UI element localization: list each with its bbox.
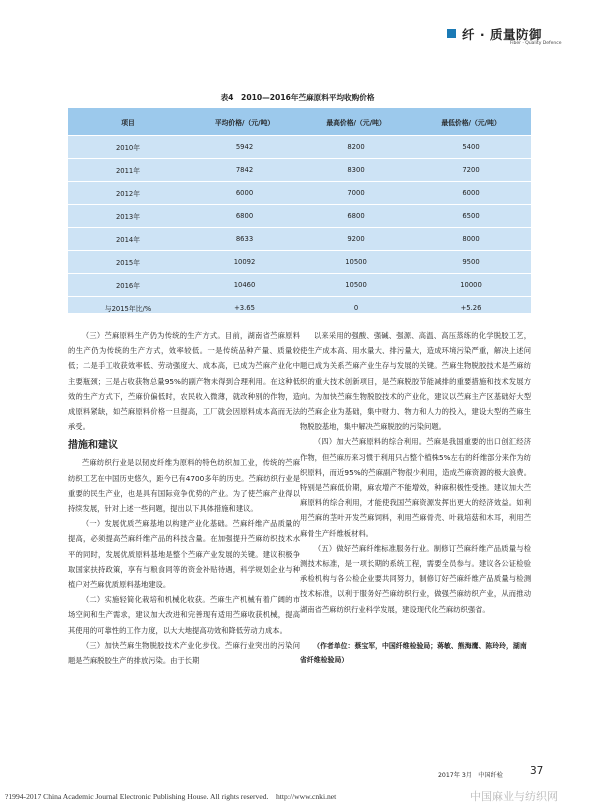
price-table-container <box>68 108 531 313</box>
header-max-price: 最高价格/（元/吨） <box>301 108 411 136</box>
min-price-cell: 9500 <box>411 251 531 274</box>
max-price-cell: 0 <box>301 297 411 320</box>
header-accent-square <box>447 29 456 38</box>
author-affiliation: （作者单位：蔡宝军，中国纤维检验局；蒋敏、熊海鹰、陈玲玲，湖南省纤维检验局） <box>300 641 527 664</box>
paragraph: （二）实施轻简化栽培和机械化收获。苎麻生产机械有着广阔的市场空间和生产需求，建议加大改进和完善现有适用苎麻收获机械，提高其使用的可靠性的工作力度，以大大地提高功效和降低劳动力成本。 <box>68 595 300 635</box>
section-heading: 措施和建议 <box>68 440 118 452</box>
max-price-cell: 10500 <box>301 274 411 297</box>
page-number: 37 <box>530 765 544 777</box>
row-label: 与2015年比/% <box>68 297 188 320</box>
max-price-cell: 9200 <box>301 228 411 251</box>
paragraph: （三）苎麻原料生产仍为传统的生产方式。目前，湖南省苎麻原料的生产仍为传统的生产方式，效率较低。一是传统品种产量、质量较低；二是手工收获效率低、劳动强度大、成本高，已成为苎麻产业化中主要瓶颈；三是占收获物总量95%的副产物未得到合理利用。在这种低效的生产方式下，苎麻价偏低时，农民收入微薄，就改种别的作物，造成原料紧缺，如苎麻原料价格一旦提高，工厂就会因原料成本高而无法承受。 <box>68 331 300 432</box>
table-row <box>68 228 531 251</box>
table-row <box>68 274 531 297</box>
paragraph: 苎麻纺织行业是以韧皮纤维为原料的特色纺织加工业，传统的苎麻纺织工艺在中国历史悠久，距今已有4700多年的历史。苎麻纺织行业是重要的民生产业，也是具有国际竞争优势的产业。为了使苎麻产业得以持续发展，针对上述一些问题，提出以下具体措施和建议。 <box>68 458 300 514</box>
right-text-column <box>300 328 531 667</box>
section-subtitle: Fiber · Quality Defence <box>510 41 562 46</box>
min-price-cell: 6500 <box>411 205 531 228</box>
max-price-cell: 8200 <box>301 136 411 159</box>
footer-issue-date: 2017年 3月 中国纤检 <box>438 772 503 779</box>
min-price-cell: 8000 <box>411 228 531 251</box>
header-min-price: 最低价格/（元/吨） <box>411 108 531 136</box>
header-avg-price: 平均价格/（元/吨） <box>188 108 301 136</box>
avg-price-cell: 7842 <box>188 159 301 182</box>
max-price-cell: 10500 <box>301 251 411 274</box>
min-price-cell: 6000 <box>411 182 531 205</box>
row-label: 2012年 <box>68 182 188 205</box>
paragraph: （五）做好苎麻纤维标准服务行业。制修订苎麻纤维产品质量与检测技术标准，是一项长期的系统工程，需要全员参与。建议各公证检验承检机构与各公检企业要共同努力，制修订好苎麻纤维产品质量与检测技术标准，以利于服务好苎麻纺织行业，做强苎麻纺织产业，从而推动湖南省苎麻纺织行业科学发展，建设现代化苎麻纺织强省。 <box>300 543 531 614</box>
avg-price-cell: 8633 <box>188 228 301 251</box>
avg-price-cell: 10092 <box>188 251 301 274</box>
header-item: 项目 <box>68 108 188 136</box>
table-header-row <box>68 108 531 136</box>
min-price-cell: +5.26 <box>411 297 531 320</box>
section-title: 纤 · 质量防御 <box>462 27 542 42</box>
left-text-column <box>68 328 300 668</box>
paragraph: 以来采用的强酸、强碱、强源、高温、高压蒸练的化学脱胶工艺，使生产成本高、用水量大、排污量大，造成环境污染严重，解决上述问题已成为关系苎麻产业生存与发展的关键。苎麻生物脱胶技术是苎麻纺织的重大技术创新项目，是苎麻脱胶节能减排的重要措施和技术发展方向。为加快苎麻生物脱胶技术的产业化，建议以苎麻主产区基础好大型的苎麻企业为基础，集中财力、物力和人力的投入，建设大型的苎麻生物脱胶基地，集中解决苎麻脱胶的污染问题。 <box>300 331 531 432</box>
min-price-cell: 10000 <box>411 274 531 297</box>
table-row <box>68 136 531 159</box>
watermark: 中国麻业与纺织网 <box>470 790 558 803</box>
copyright-notice: ?1994-2017 China Academic Journal Electronic Publishing House. All rights reserved. http://www.cnki.net <box>5 792 337 801</box>
table-row <box>68 159 531 182</box>
table-caption: 表4 2010—2016年苎麻原料平均收购价格 <box>220 93 375 102</box>
avg-price-cell: 5942 <box>188 136 301 159</box>
row-label: 2010年 <box>68 136 188 159</box>
table-row <box>68 205 531 228</box>
max-price-cell: 6800 <box>301 205 411 228</box>
max-price-cell: 7000 <box>301 182 411 205</box>
max-price-cell: 8300 <box>301 159 411 182</box>
avg-price-cell: 6000 <box>188 182 301 205</box>
price-table <box>68 108 531 319</box>
paragraph: （一）发展优质苎麻基地以构建产业化基础。苎麻纤维产品质量的提高，必须提高苎麻纤维产品的科技含量。在加强提升苎麻纺织技术水平的同时，发展优质原料基地是整个苎麻产业发展的关键。建议积极争取国家扶持政策，享有与粮食同等的资金补贴待遇，科学规划企业与种植户对苎麻优质原料基地建设。 <box>68 519 300 590</box>
paragraph: （三）加快苎麻生物脱胶技术产业化步伐。苎麻行业突出的污染问题是苎麻脱胶生产的排放污染。由于长期 <box>68 640 300 666</box>
row-label: 2011年 <box>68 159 188 182</box>
table-row <box>68 182 531 205</box>
row-label: 2015年 <box>68 251 188 274</box>
min-price-cell: 5400 <box>411 136 531 159</box>
min-price-cell: 7200 <box>411 159 531 182</box>
paragraph: （四）加大苎麻原料的综合利用。苎麻是我国重要的出口创汇经济作物，但苎麻历来习惯于利用只占整个植株5%左右的纤维部分来作为纺织原料，而近95%的苎麻副产物很少利用，造成苎麻资源的极大浪费。特别是苎麻低价期，麻农增产不能增效，种麻积极性受挫。建议加大苎麻原料的综合利用，才能使我国苎麻资源发挥出更大的经济效益。如利用苎麻的茎叶开发苎麻饲料，利用苎麻骨壳、叶栽培菇和木耳，利用苎麻骨生产纤维板材料。 <box>300 437 531 538</box>
row-label: 2016年 <box>68 274 188 297</box>
table-row-comparison <box>68 297 531 320</box>
avg-price-cell: +3.65 <box>188 297 301 320</box>
table-row <box>68 251 531 274</box>
row-label: 2013年 <box>68 205 188 228</box>
avg-price-cell: 6800 <box>188 205 301 228</box>
row-label: 2014年 <box>68 228 188 251</box>
avg-price-cell: 10460 <box>188 274 301 297</box>
